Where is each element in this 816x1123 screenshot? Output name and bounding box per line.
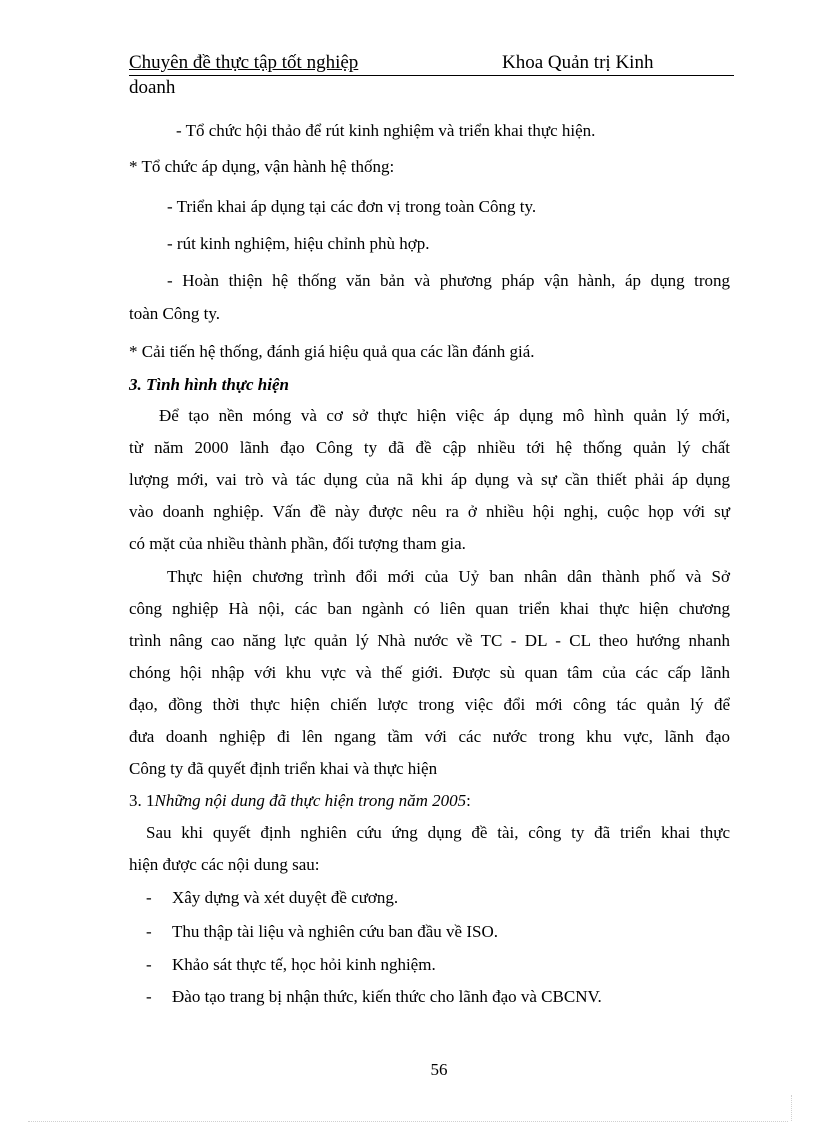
bullet-dash: - [146, 922, 152, 941]
header-faculty-continuation: doanh [129, 77, 176, 98]
paragraph-2-line-2: công nghiệp Hà nội, các ban ngành có liên quan triển khai thực hiện chương [129, 599, 730, 618]
paragraph-1-line-2: từ năm 2000 lãnh đạo Công ty đã đề cập nhiều tới hệ thống quản lý chất [129, 438, 730, 457]
paragraph-2-line-1: Thực hiện chương trình đổi mới của Uỷ ban nhân dân thành phố và Sở [167, 567, 730, 586]
header-thesis-title: Chuyên đề thực tập tốt nghiệp [129, 52, 359, 73]
paragraph-2-line-7: Công ty đã quyết định triển khai và thực hiện [129, 759, 438, 778]
paragraph-3-line-2: hiện được các nội dung sau: [129, 855, 320, 874]
bullet-dash: - [146, 987, 152, 1006]
paragraph-2-line-6: đưa doanh nghiệp đi lên ngang tầm với các nước trong khu vực, lãnh đạo [129, 727, 730, 746]
page-border-bottom [28, 1121, 788, 1122]
step-adjust: - rút kinh nghiệm, hiệu chỉnh phù hợp. [167, 234, 430, 253]
paragraph-1-line-4: vào doanh nghiệp. Vấn đề này được nêu ra ở nhiều hội nghị, cuộc họp với sự [129, 502, 730, 521]
step-workshop: - Tổ chức hội thảo để rút kinh nghiệm và triển khai thực hiện. [176, 121, 596, 140]
subsection-title: Những nội dung đã thực hiện trong năm 2005 [154, 791, 467, 810]
list-item-training: Đào tạo trang bị nhận thức, kiến thức cho lãnh đạo và CBCNV. [172, 987, 602, 1006]
paragraph-2-line-5: đạo, đồng thời thực hiện chiến lược trong việc đổi mới công tác quản lý để [129, 695, 730, 714]
paragraph-1-line-3: lượng mới, vai trò và tác dụng của nã khi áp dụng và sự cần thiết phải áp dụng [129, 470, 730, 489]
running-header [129, 51, 734, 76]
heading-apply-operate: * Tổ chức áp dụng, vận hành hệ thống: [129, 157, 395, 176]
subsection-number: 3. 1 [129, 791, 155, 810]
bullet-dash: - [146, 955, 152, 974]
step-deploy: - Triển khai áp dụng tại các đơn vị trong toàn Công ty. [167, 197, 537, 216]
subsection-heading-3-1 [129, 790, 471, 812]
paragraph-1-line-5: có mặt của nhiều thành phần, đối tượng tham gia. [129, 534, 466, 553]
subsection-colon: : [466, 791, 471, 810]
bullet-dash: - [146, 888, 152, 907]
paragraph-1-line-1: Để tạo nền móng và cơ sở thực hiện việc áp dụng mô hình quản lý mới, [159, 406, 730, 425]
page-border-right [791, 1095, 792, 1121]
step-complete-docs: - Hoàn thiện hệ thống văn bản và phương pháp vận hành, áp dụng trong [167, 271, 730, 290]
header-faculty: Khoa Quản trị Kinh [502, 52, 654, 73]
paragraph-3-line-1: Sau khi quyết định nghiên cứu ứng dụng đề tài, công ty đã triển khai thực [146, 823, 730, 842]
paragraph-2-line-3: trình nâng cao năng lực quản lý Nhà nước về TC - DL - CL theo hướng nhanh [129, 631, 730, 650]
step-complete-docs-cont: toàn Công ty. [129, 304, 220, 323]
page-number: 56 [430, 1060, 448, 1079]
list-item-outline: Xây dựng và xét duyệt đề cương. [172, 888, 399, 907]
section-heading-3: 3. Tình hình thực hiện [129, 375, 289, 394]
list-item-iso-research: Thu thập tài liệu và nghiên cứu ban đầu về ISO. [172, 922, 498, 941]
heading-improve: * Cải tiến hệ thống, đánh giá hiệu quả qua các lần đánh giá. [129, 342, 535, 361]
paragraph-2-line-4: chóng hội nhập với khu vực và thế giới. Được sù quan tâm của các cấp lãnh [129, 663, 730, 682]
list-item-survey: Khảo sát thực tế, học hỏi kinh nghiệm. [172, 955, 436, 974]
